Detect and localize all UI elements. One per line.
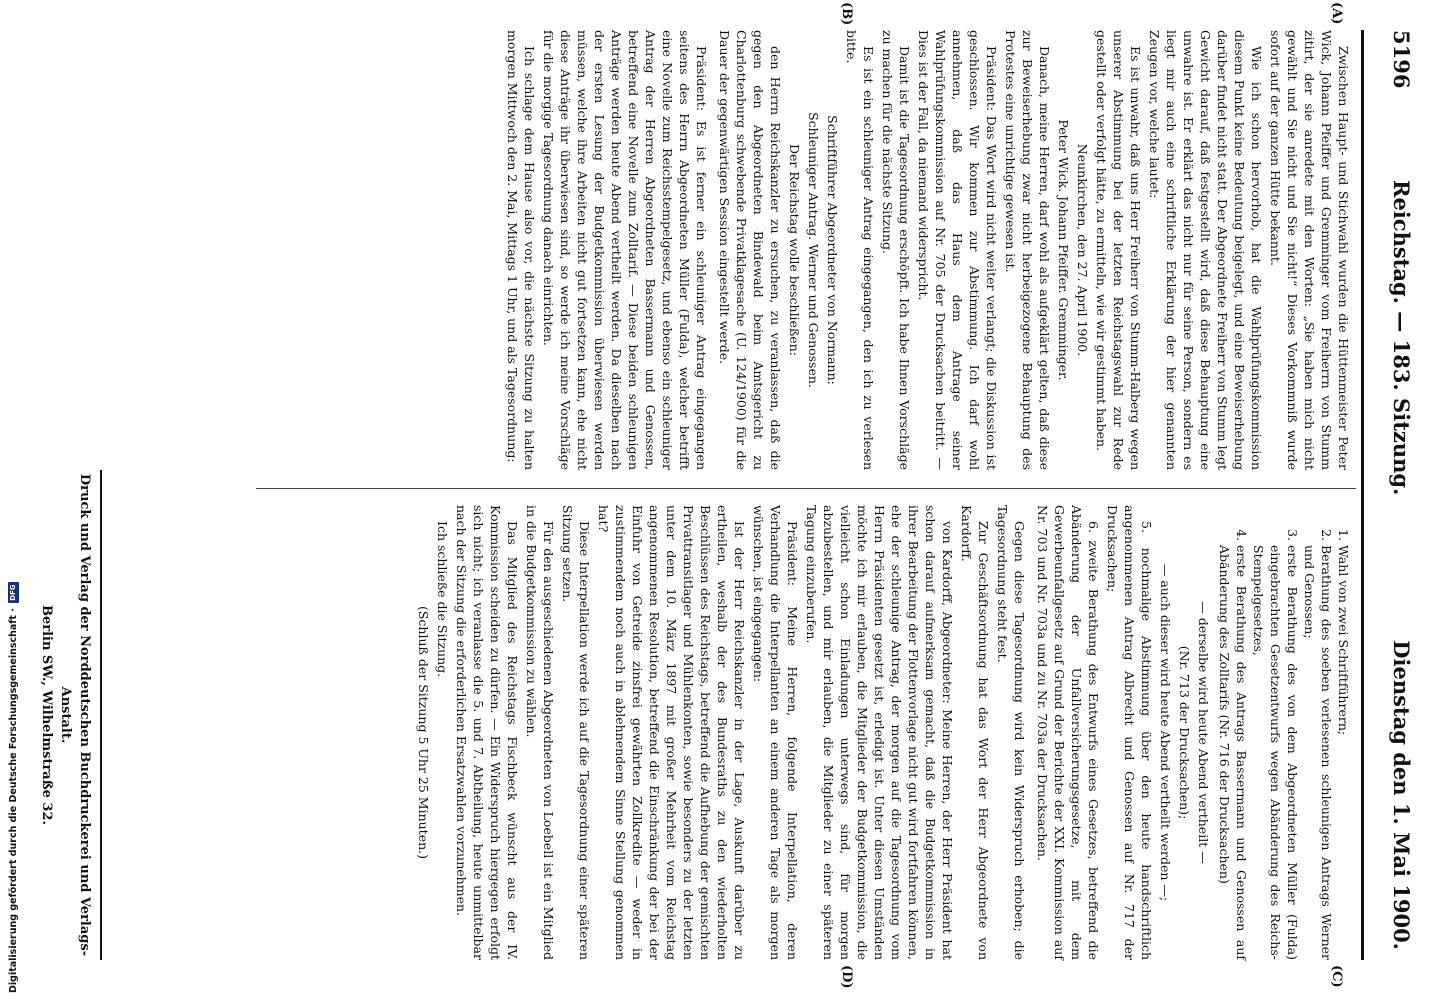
margin-marker-d: (D) (839, 965, 854, 989)
paragraph: Wie ich schon hervorhob, hat die Wahlprüfungskommission diesem Punkt keine Bedeutung beigelegt, und eine Beweiserhebung darüber findet nicht statt. Der Abgeordnete Freiherr von Stumm legt Gewicht darauf, daß festgestellt wird, daß diese Behauptung eine unwahre ist. Er erklärt das nicht nur für seine Person, sondern es liegt mir auch eine schriftliche Erklärung der hier genannten Zeugen vor, welche lautet: (1147, 30, 1264, 470)
paragraph: Danach, meine Herren, darf wohl als aufgeklärt gelten, daß diese zur Beweiserhebung zwar nicht herbeigezogene Behauptung des Protestes eine unrichtige gewesen ist. (1003, 30, 1052, 470)
paragraph: von Kardorff, Abgeordneter: Meine Herren, der Herr Präsident hat schon darauf aufmerksam gemacht, daß die Budgetkommission in ihrer Bearbeitung der Flottenvorlage nicht gut wird fortfahren können, ehe der schleunige Antrag, der morgen auf die Tagesordnung vom Herrn Präsidenten gesetzt ist, erledigt ist. Unter diesen Umständen möchte ich mir erlauben, die Mitglieder der Budgetkommission, die vielleicht schon Einladungen unterwegs sind, für morgen abzubestellen, und mir erlauben, die Mitglieder zu einer späteren Tagung einzuberufen. (804, 505, 955, 960)
credit-text: Digitalisierung gefördert durch die Deutsche Forschungsgemeinschaft · (8, 608, 19, 993)
agenda-note: — derselbe wird heute Abend vertheilt — (1196, 601, 1211, 864)
paragraph: Für den ausgeschiedenen Abgeordneten von Loebell ist ein Mitglied in die Budgetkommission zu wählen. (524, 505, 556, 960)
signatures-line: Peter Wick. Johann Pfeiffer. Gremminger. (1056, 119, 1071, 381)
right-column (413, 505, 1352, 960)
agenda-item: 6. zweite Berathung des Entwurfs eines Gesetzes, betreffend die Abänderung der Unfallversicherungsgesetze, mit dem Gewerbeunfallgesetz auf Grund der Berichte der XXI. Kommission auf Nr. 703 und Nr. 703a und zu Nr. 703a der Drucksachen. (1035, 505, 1101, 960)
speaker-line: Schriftführer Abgeordneter von Normann: (825, 115, 840, 385)
dfg-logo-icon: DFG (9, 584, 17, 601)
margin-marker-a: (A) (1329, 2, 1344, 25)
place-date-line: Neunkirchen, den 27. April 1900. (1075, 143, 1090, 357)
agenda-item: 5. nochmalige Abstimmung über den heute handschriftlich angenommenen Antrag Albrecht und Genossen auf Nr. 717 der Drucksachen; (1105, 505, 1154, 960)
agenda-item: 2. Berathung des soeben verlesenen schleunigen Antrags Werner und Genossen; (1301, 545, 1335, 960)
footer-rule (100, 470, 102, 960)
digitization-credit (6, 584, 22, 993)
agenda-list (1216, 505, 1352, 960)
column-divider (256, 488, 1356, 489)
interpellation-text: Ist der Herr Reichskanzler in der Lage, Auskunft darüber zu ertheilen, weshalb der des Bundesraths zu den wiederholten Beschlüssen des Reichstags, betreffend die Aufhebung der gemischten Privattransitlager und Mühlenkonten, sowie besonders zu der letzten unter dem 10. März 1897 mit großer Mehrheit vom Reichstag angenommenen Resolution, betreffend die Einschränkung der bei der Einfuhr von Getreide zinsfrei gewährten Zollkredite — weder in zustimmendem noch auch in ablehnendem Sinne Stellung genommen hat? (596, 505, 747, 960)
printer-line: Druck und Verlag der Norddeutschen Buchdruckerei und Verlags-Anstalt. (58, 473, 92, 957)
agenda-item: 4. erste Berathung des Antrags Bassermann und Genossen auf Abänderung des Zolltarifs (Nr. 716 der Drucksachen) (1216, 545, 1250, 960)
agenda-note: — auch dieser wird heute Abend vertheilt werden —; (1158, 563, 1173, 902)
agenda-item: 3. erste Berathung des von dem Abgeordneten Müller (Fulda) eingebrachten Gesetzentwurfs wegen Abänderung des Reichs-Stempelgesetzes, (1250, 545, 1301, 960)
paragraph: Ich schlage dem Hause also vor, die nächste Sitzung zu halten morgen Mittwoch den 2. Mai, Mittags 1 Uhr, und als Tagesordnung: (505, 30, 537, 470)
paragraph: Ich schließe die Sitzung. (435, 521, 450, 678)
agenda-note: (Nr. 713 der Drucksachen); (1177, 645, 1192, 820)
motion-intro: Der Reichstag wolle beschließen: (787, 144, 802, 356)
margin-marker-c: (C) (1329, 965, 1344, 988)
session-date: Dienstag den 1. Mai 1900. (1389, 640, 1414, 950)
printer-imprint (37, 470, 94, 960)
motion-text: den Herrn Reichskanzler zu ersuchen, zu veranlassen, daß die gegen den Abgeordneten Bindewald beim Amtsgericht zu Charlottenburg schwebende Privatklagesache (U. 124/1900) für die Dauer der gegenwärtigen Session eingestellt werde. (717, 30, 783, 470)
paragraph: Zwischen Haupt- und Stichwahl wurden die Hüttenmeister Peter Wick, Johann Pfeiffer und Gremminger vom Freiherrn von Stumm zitirt, der sie anredete mit den Worten: „Sie haben mich nicht gewählt und Sie nicht und Sie nicht!“ Dieses Vorkommniß wurde sofort auf der ganzen Hütte bekannt. (1268, 30, 1351, 470)
paragraph: Damit ist die Tagesordnung erschöpft. Ich habe Ihnen Vorschläge zu machen für die nächste Sitzung. (880, 30, 912, 470)
agenda-item: 1. Wahl von zwei Schriftführern; (1335, 545, 1352, 960)
header-rule (1361, 30, 1364, 960)
paragraph: Das Mitglied des Reichstags Fischbeck wünscht aus der IV. Kommission scheiden zu dürfen. — Ein Widerspruch hiergegen erfolgt sich nicht; ich veranlasse die 5. und 7. Abtheilung, heute unmittelbar nach der Sitzung die erforderlichen Ersatzwahlen vorzunehmen. (454, 505, 520, 960)
page-title: Reichstag. — 183. Sitzung. (1389, 180, 1414, 496)
paragraph: Diese Interpellation werde ich auf die Tagesordnung einer späteren Sitzung setzen. (560, 505, 592, 960)
motion-title: Schleuniger Antrag. Werner und Genossen. (806, 112, 821, 388)
paragraph: Präsident: Das Wort wird nicht weiter verlangt; die Diskussion ist geschlossen. Wir kommen zur Abstimmung. Ich darf wohl annehmen, daß das Haus dem Antrage seiner Wahlprüfungskommission auf Nr. 705 der Drucksachen beitritt. — Dies ist der Fall, da niemand widerspricht. (916, 30, 999, 470)
running-header (1374, 30, 1414, 960)
paragraph: Zur Geschäftsordnung hat das Wort der Herr Abgeordnete von Kardorff. (959, 505, 991, 960)
paragraph: Es ist ein schleuniger Antrag eingegangen, den ich zu verlesen bitte. (844, 30, 876, 470)
page-number: 5196 (1389, 30, 1414, 89)
margin-marker-b: (B) (839, 2, 854, 26)
quoted-declaration: Es ist unwahr, daß uns Herr Freiherr von Stumm-Halberg wegen unserer Abstimmung bei der letzten Reichstagswahl zur Rede gestellt oder verfolgt hätte, zu ermitteln, wie wir gestimmt haben. (1094, 30, 1143, 470)
left-column (502, 30, 1352, 470)
paragraph: Gegen diese Tagesordnung wird kein Widerspruch erhoben; die Tagesordnung steht fest. (995, 505, 1027, 960)
paragraph: Präsident: Meine Herren, folgende Interpellation, deren Verhandlung die Interpellanten an einem anderen Tage als morgen wünschen, ist eingegangen: (751, 505, 800, 960)
closing-note: (Schluß der Sitzung 5 Uhr 25 Minuten.) (416, 605, 431, 859)
address-line: Berlin SW., Wilhelmstraße 32. (39, 604, 54, 826)
paragraph: Präsident: Es ist ferner ein schleuniger Antrag eingegangen seitens des Herrn Abgeordneten Müller (Fulda), welcher betrifft eine Novelle zum Reichsstempelgesetz, und ebenso ein schleuniger Antrag der Herren Abgeordneten Bassermann und Genossen, betreffend eine Novelle zum Zolltarif. — Diese beiden schleunigen Anträge werden heute Abend vertheilt werden. Da dieselben nach der ersten Lesung der Budgetkommission überwiesen werden müssen, welche ihre Arbeiten nicht gut fortsetzen kann, ehe nicht diese Anträge ihr überwiesen sind, so werde ich meine Vorschläge für die morgige Tagesordnung danach einrichten. (541, 30, 709, 470)
